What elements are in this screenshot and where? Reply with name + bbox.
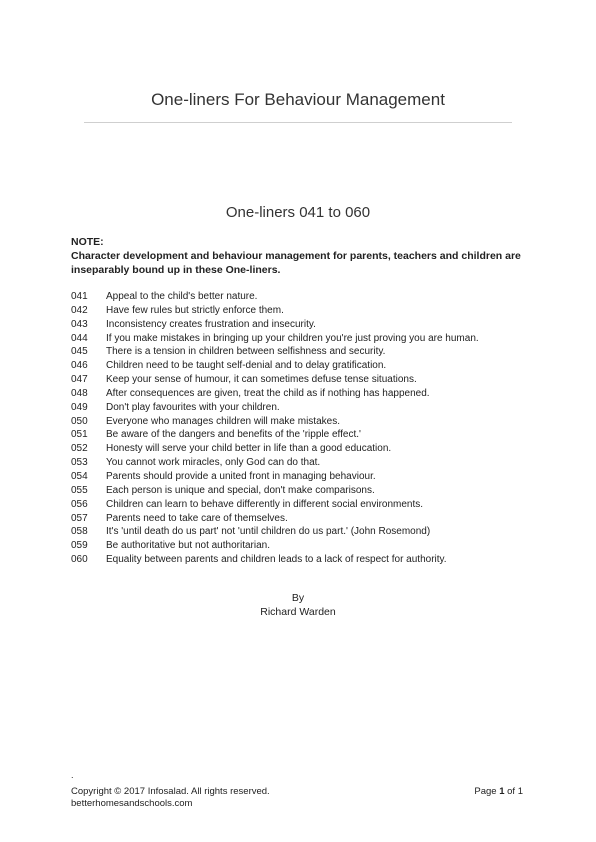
liner-text: Inconsistency creates frustration and insecurity. (106, 318, 316, 330)
list-item (71, 304, 541, 318)
list-item (71, 498, 541, 512)
liner-number: 050 (71, 415, 88, 427)
liner-number: 041 (71, 291, 88, 302)
page-total: 1 (517, 786, 523, 797)
footer-dot: . (71, 770, 74, 780)
liner-text: Everyone who manages children will make mistakes. (106, 415, 340, 427)
liner-text: Equality between parents and children leads to a lack of respect for authority. (106, 554, 447, 566)
liner-text: After consequences are given, treat the child as if nothing has happened. (106, 387, 430, 399)
list-item (71, 512, 541, 526)
liner-number: 049 (71, 401, 88, 413)
copyright-text: Copyright © 2017 Infosalad. All rights reserved. (71, 786, 270, 797)
byline-author: Richard Warden (260, 606, 336, 618)
liner-text: If you make mistakes in bringing up your children you're just proving you are human. (106, 332, 479, 344)
list-item (71, 428, 541, 442)
list-item (71, 539, 541, 553)
liner-number: 058 (71, 526, 88, 538)
liner-number: 043 (71, 318, 88, 330)
liner-number: 060 (71, 554, 88, 566)
liner-text: Appeal to the child's better nature. (106, 291, 258, 302)
liner-number: 044 (71, 332, 88, 344)
page-number (474, 786, 523, 798)
website-text: betterhomesandschools.com (71, 798, 193, 809)
liner-number: 042 (71, 304, 88, 316)
liner-number: 047 (71, 374, 88, 386)
liner-text: Each person is unique and special, don't make comparisons. (106, 484, 375, 496)
list-item (71, 290, 541, 304)
title-divider (84, 122, 512, 123)
liner-text: Honesty will serve your child better in life than a good education. (106, 443, 392, 455)
list-item (71, 387, 541, 401)
liner-text: Children can learn to behave differently in different social environments. (106, 498, 424, 510)
liner-number: 045 (71, 346, 88, 358)
liner-text: You cannot work miracles, only God can do that. (106, 457, 321, 469)
liner-text: Be aware of the dangers and benefits of the 'ripple effect.' (106, 429, 361, 441)
liner-number: 057 (71, 512, 88, 524)
liner-number: 054 (71, 470, 88, 482)
page-of: of (507, 786, 516, 797)
liner-text: Keep your sense of humour, it can sometimes defuse tense situations. (106, 374, 417, 386)
liner-text: Parents need to take care of themselves. (106, 512, 288, 524)
list-item (71, 318, 541, 332)
liner-number: 048 (71, 387, 88, 399)
note-text: Character development and behaviour management for parents, teachers and children are inseparably bound up in these One-liners. (71, 250, 521, 276)
list-item (71, 359, 541, 373)
liner-number: 056 (71, 498, 88, 510)
byline-by: By (291, 592, 305, 604)
liner-text: Be authoritative but not authoritarian. (106, 540, 270, 552)
footer-left (71, 786, 270, 810)
list-item (71, 525, 541, 539)
liner-number: 051 (71, 429, 88, 441)
note-label: NOTE: (71, 236, 104, 248)
list-item (71, 345, 541, 359)
list-item (71, 484, 541, 498)
liner-number: 053 (71, 457, 88, 469)
liner-number: 052 (71, 443, 88, 455)
list-item (71, 401, 541, 415)
page-current: 1 (499, 786, 505, 797)
liner-text: Don't play favourites with your children. (106, 401, 280, 413)
liner-text: Parents should provide a united front in managing behaviour. (106, 470, 376, 482)
one-liners-list (71, 290, 541, 567)
list-item (71, 442, 541, 456)
liner-text: Children need to be taught self-denial and to delay gratification. (106, 360, 387, 372)
liner-number: 059 (71, 540, 88, 552)
page-prefix: Page (474, 786, 497, 797)
list-item (71, 553, 541, 567)
page-title: One-liners For Behaviour Management (151, 90, 445, 109)
liner-text: Have few rules but strictly enforce them. (106, 304, 284, 316)
liner-text: There is a tension in children between selfishness and security. (106, 346, 386, 358)
note-block (71, 235, 531, 277)
list-item (71, 456, 541, 470)
liner-number: 046 (71, 360, 88, 372)
list-item (71, 373, 541, 387)
list-item (71, 332, 541, 346)
list-item (71, 470, 541, 484)
section-heading: One-liners 041 to 060 (225, 204, 371, 221)
list-item (71, 415, 541, 429)
liner-text: It's 'until death do us part' not 'until children do us part.' (John Rosemond) (106, 526, 431, 538)
byline (0, 591, 596, 619)
liner-number: 055 (71, 484, 88, 496)
